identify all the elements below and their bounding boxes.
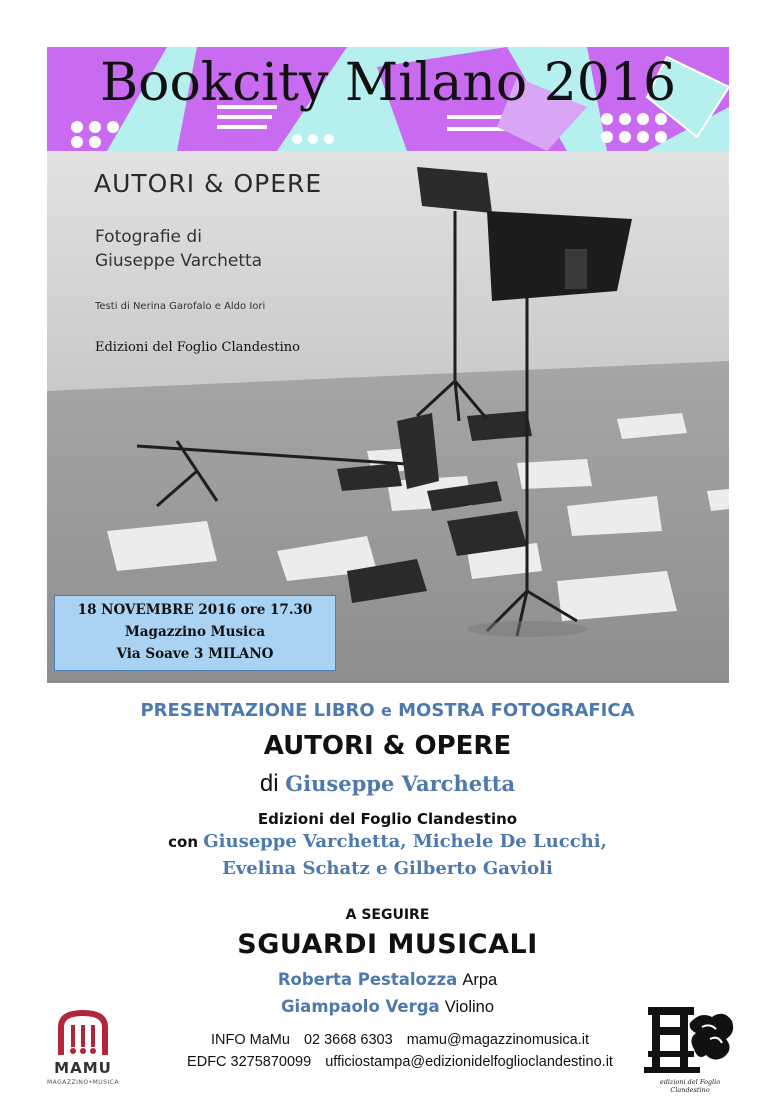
- event-info-box: [54, 595, 336, 671]
- banner-title: Bookcity Milano 2016: [99, 53, 677, 113]
- performer-1-name: Roberta Pestalozza: [277, 970, 458, 989]
- printing-press-icon: [640, 1003, 740, 1077]
- info-email-link[interactable]: mamu@magazzinomusica.it: [406, 1032, 590, 1048]
- author-line: [0, 770, 775, 798]
- presentation-part2: MOSTRA FOTOGRAFICA: [398, 700, 635, 721]
- edfc-caption: edizioni del Foglio Clandestino: [659, 1078, 721, 1094]
- performer-1: [0, 970, 775, 990]
- following-label: A SEGUIRE: [345, 907, 430, 923]
- guests-names-1: Giuseppe Varchetta, Michele De Lucchi,: [203, 831, 607, 852]
- event-address: Via Soave 3 MILANO: [116, 646, 274, 662]
- info-phone[interactable]: 02 3668 6303: [303, 1032, 393, 1048]
- edfc-label: EDFC 3275870099: [187, 1054, 312, 1070]
- mamu-wordmark: MAMU: [54, 1059, 112, 1077]
- cover-texts-by: Testi di Nerina Garofalo e Aldo Iori: [95, 301, 266, 312]
- banner: [47, 47, 729, 151]
- presentation-part1: PRESENTAZIONE LIBRO: [140, 700, 375, 721]
- mamu-emblem-icon: [43, 1005, 123, 1061]
- performer-2-name: Giampaolo Verga: [280, 997, 440, 1016]
- event-date: 18 NOVEMBRE 2016 ore 17.30: [77, 602, 313, 618]
- event-venue: Magazzino Musica: [124, 624, 266, 640]
- performer-2-instrument: Violino: [444, 998, 494, 1016]
- edfc-email-link[interactable]: ufficiostampa@edizionidelfoglioclandestino.it: [325, 1054, 613, 1070]
- cover-publisher: Edizioni del Foglio Clandestino: [95, 340, 300, 355]
- edfc-logo: [640, 1003, 740, 1093]
- guests-line1: [0, 831, 775, 852]
- music-title: SGUARDI MUSICALI: [237, 929, 538, 960]
- author-name: Giuseppe Varchetta: [285, 771, 516, 796]
- presentation-heading: [0, 700, 775, 721]
- cover-title: AUTORI & OPERE: [94, 169, 323, 198]
- info-label: INFO MaMu: [210, 1032, 290, 1048]
- cover-subtitle-line2: Giuseppe Varchetta: [95, 251, 263, 271]
- presentation-conj: e: [380, 701, 392, 720]
- guests-line2: Evelina Schatz e Gilberto Gavioli: [222, 858, 553, 879]
- contact-line-edfc: [160, 1054, 640, 1070]
- mamu-subtitle: MAGAZZINO•MUSICA: [46, 1079, 120, 1086]
- mamu-logo: [43, 1005, 123, 1095]
- by-prefix: di: [259, 770, 279, 797]
- contact-line-mamu: [160, 1032, 640, 1048]
- publisher-line: Edizioni del Foglio Clandestino: [257, 810, 518, 828]
- performer-1-instrument: Arpa: [462, 971, 498, 989]
- cover-subtitle-line1: Fotografie di: [95, 227, 202, 247]
- book-title: AUTORI & OPERE: [263, 731, 512, 761]
- with-prefix: con: [168, 833, 199, 851]
